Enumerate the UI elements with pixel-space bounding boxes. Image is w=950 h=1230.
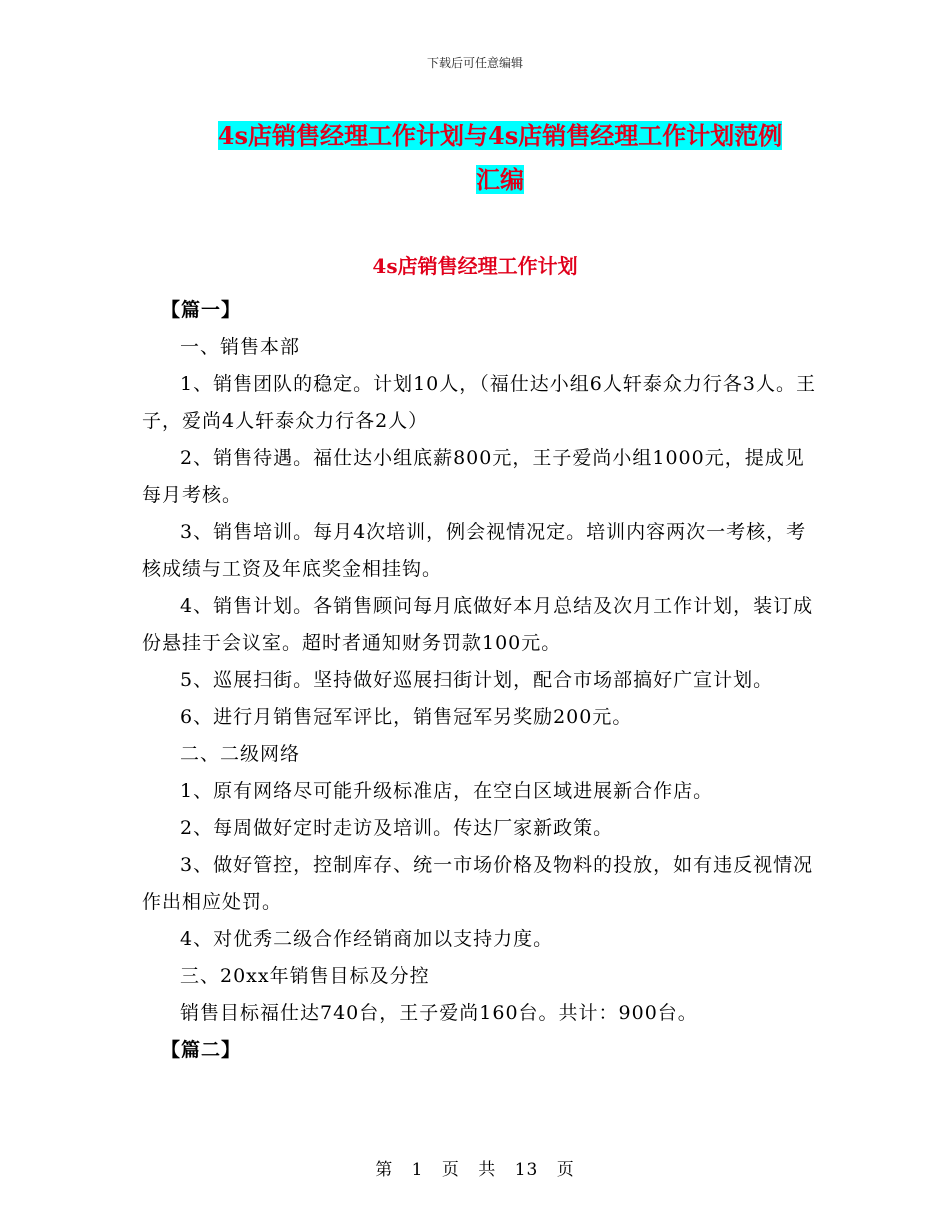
heading-secondary-network: 二、二级网络 — [180, 743, 301, 765]
title-line-2: 汇编 — [476, 165, 524, 194]
title-line-1: 4s店销售经理工作计划与4s店销售经理工作计划范例 — [217, 121, 783, 150]
footer-total-unit: 页 — [556, 1160, 575, 1180]
part-heading: 【篇一】 — [161, 299, 242, 321]
paragraph: 2、每周做好定时走访及培训。传达厂家新政策。 — [180, 817, 614, 839]
footer-page-number: 1 — [411, 1160, 424, 1180]
paragraph: 5、巡展扫街。坚持做好巡展扫街计划，配合市场部搞好广宣计划。 — [180, 669, 774, 691]
page-footer — [0, 1155, 950, 1180]
footer-total-number: 13 — [514, 1160, 539, 1180]
paragraph: 4、对优秀二级合作经销商加以支持力度。 — [180, 928, 554, 950]
footer-page-label: 第 — [375, 1160, 394, 1180]
part-heading: 【篇二】 — [161, 1039, 242, 1061]
heading-sales-target: 三、20xx年销售目标及分控 — [180, 965, 430, 987]
paragraph: 3、销售培训。每月4次培训，例会视情况定。培训内容两次一考核，考核成绩与工资及年底奖金相挂钩。 — [142, 521, 807, 580]
header-note: 下载后可任意编辑 — [426, 56, 523, 70]
paragraph: 6、进行月销售冠军评比，销售冠军另奖励200元。 — [180, 706, 633, 728]
paragraph: 1、销售团队的稳定。计划10人，（福仕达小组6人轩泰众力行各3人。王子，爱尚4人轩泰众力行各2人） — [142, 373, 816, 432]
paragraph: 1、原有网络尽可能升级标准店，在空白区域进展新合作店。 — [180, 780, 714, 802]
paragraph: 3、做好管控，控制库存、统一市场价格及物料的投放，如有违反视情况作出相应处罚。 — [142, 854, 814, 913]
heading-sales-dept: 一、销售本部 — [180, 336, 301, 358]
paragraph: 销售目标福仕达740台，王子爱尚160台。共计：900台。 — [180, 1002, 698, 1024]
footer-page-unit: 页 — [441, 1160, 460, 1180]
footer-total-label: 共 — [478, 1160, 497, 1180]
paragraph: 2、销售待遇。福仕达小组底薪800元，王子爱尚小组1000元，提成见每月考核。 — [142, 447, 805, 506]
document-body — [142, 292, 822, 1069]
section-title: 4s店销售经理工作计划 — [372, 254, 578, 278]
document-title — [140, 114, 860, 202]
paragraph: 4、销售计划。各销售顾问每月底做好本月总结及次月工作计划，装订成份悬挂于会议室。超时者通知财务罚款100元。 — [142, 595, 814, 654]
